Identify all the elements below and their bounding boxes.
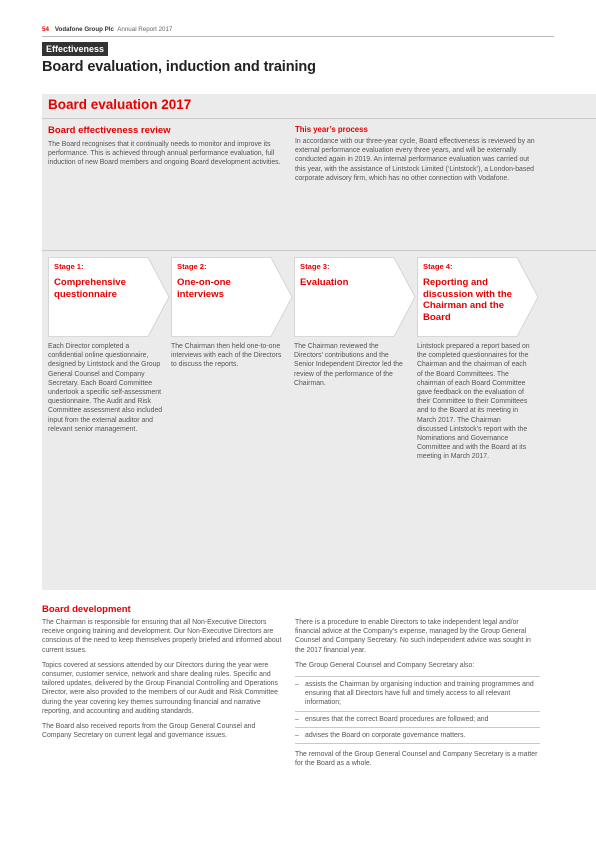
stage-1-chevron [48, 257, 170, 337]
development-right-column [295, 618, 540, 774]
stage-4-label: Stage 4: [423, 262, 453, 271]
list-item [295, 712, 540, 728]
development-left-column [42, 618, 282, 746]
section-tag: Effectiveness [42, 42, 108, 56]
panel-divider [42, 118, 596, 119]
stage-4-description: Lintstock prepared a report based on the completed questionnaires for the Chairman and the chairman of each of the Board Committees. The chairman of each Board Committee gave feedback on the evaluation of their Committee to their Committees and to the Board at its meeting in March 2017. The Chairman discussed Lintstock’s report with the Nominations and Governance Committee and with the Board at its meeting in March 2017. [417, 343, 530, 461]
stage-2-label: Stage 2: [177, 262, 207, 271]
development-paragraph: Topics covered at sessions attended by our Directors during the year were consumer, customer service, network and share dealing rules. Specific and tailored updates, delivered by the Group Financial Controlling and Operations Director, were also provided to the members of our Audit and Risk Committee during the year covering key themes surrounding financial and narrative reporting, and accounting and auditing standards. [42, 661, 278, 715]
stage-4-chevron [417, 257, 539, 337]
development-heading: Board development [42, 604, 131, 615]
list-item-text: advises the Board on corporate governance matters. [305, 731, 466, 739]
stage-3-title: Evaluation [300, 277, 349, 288]
dash-marker: – [295, 681, 299, 689]
this-year-body: In accordance with our three-year cycle, Board effectiveness is reviewed by an external performance evaluation every three years, and will be externally conducted again in 2019. An internal performance evaluation was carried out this year, with the assistance of Lintstock Limited (‘Lintstock’), a London-based corporate advisory firm, which has no other connection with Vodafone. [295, 138, 535, 182]
stage-2-description: The Chairman then held one-to-one interviews with each of the Directors to discuss the reports. [171, 343, 282, 369]
stage-2-title: One-on-one interviews [177, 277, 231, 300]
stage-3-description: The Chairman reviewed the Directors’ contributions and the Senior Independent Director led the review of the performance of the Chairman. [294, 343, 403, 387]
dash-marker: – [295, 715, 299, 723]
independent-advice-paragraph: There is a procedure to enable Directors to take independent legal and/or financial advice at the Company’s expense, managed by the Group General Counsel and Company Secretary. No such independent advice was sought in the 2017 financial year. [295, 619, 531, 654]
effectiveness-heading: Board effectiveness review [48, 125, 171, 136]
stage-1-label: Stage 1: [54, 262, 84, 271]
list-item [295, 677, 540, 712]
company-name: Vodafone Group Plc [54, 26, 114, 33]
stage-1-description: Each Director completed a confidential online questionnaire, designed by Lintstock and the Group General Counsel and Company Secretary. Each Board Committee undertook a specific self-assessment questionnaire. The Audit and Risk Committee assessment also included input from the external auditor and relevant senior management. [48, 343, 163, 433]
stage-4-title: Reporting and discussion with the Chairman and the Board [423, 277, 513, 323]
development-paragraph: The Board also received reports from the Group General Counsel and Company Secretary on current legal and governance issues. [42, 723, 256, 740]
secretary-duties-list [295, 676, 540, 744]
running-header [42, 26, 172, 33]
secretary-lead-paragraph: The Group General Counsel and Company Secretary also: [295, 661, 475, 669]
stage-3-label: Stage 3: [300, 262, 330, 271]
list-item-text: assists the Chairman by organising induction and training programmes and ensuring that all Directors have full and timely access to all relevant information; [305, 681, 534, 707]
list-item-text: ensures that the correct Board procedures are followed; and [305, 715, 489, 723]
stage-1-title: Comprehensive questionnaire [54, 277, 126, 300]
report-name: Annual Report 2017 [117, 26, 173, 33]
stage-2-chevron [171, 257, 293, 337]
page-title: Board evaluation, induction and training [42, 59, 316, 75]
removal-paragraph: The removal of the Group General Counsel and Company Secretary is a matter for the Board as a whole. [295, 751, 538, 768]
effectiveness-body: The Board recognises that it continually needs to monitor and improve its performance. This is achieved through annual performance evaluation, full induction of new Board members and ongoing Board development activities. [48, 141, 281, 167]
list-item [295, 728, 540, 744]
evaluation-title: Board evaluation 2017 [48, 97, 192, 112]
dash-marker: – [295, 731, 299, 739]
stage-3-chevron [294, 257, 416, 337]
this-year-heading: This year’s process [295, 125, 368, 134]
page-number: 54 [42, 26, 49, 33]
development-paragraph: The Chairman is responsible for ensuring that all Non-Executive Directors receive ongoing training and development. Our Non-Executive Directors are conscious of the need to keep themselves properly briefed and informed about current issues. [42, 619, 282, 654]
header-rule [42, 36, 554, 37]
stages-divider [42, 250, 596, 251]
